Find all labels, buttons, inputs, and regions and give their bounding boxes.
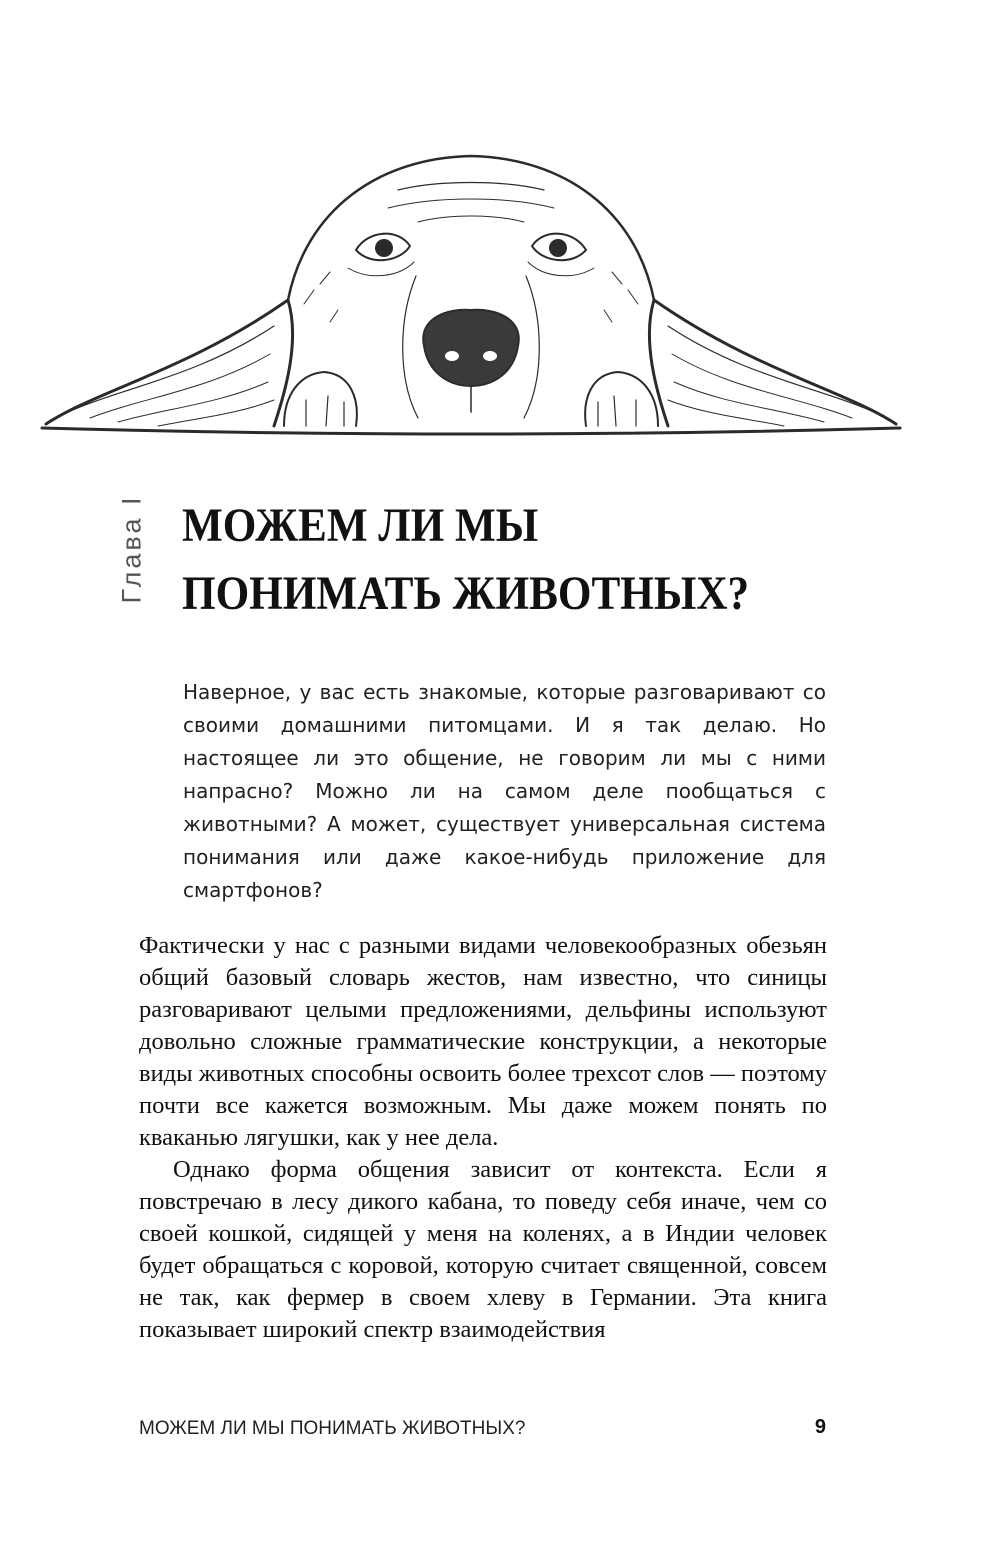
page-number: 9 (814, 1416, 826, 1438)
chapter-title (182, 492, 812, 628)
running-footer-title: МОЖЕМ ЛИ МЫ ПОНИМАТЬ ЖИВОТНЫХ? (139, 1418, 526, 1439)
chapter-label (112, 484, 152, 614)
basset-hound-illustration (38, 150, 904, 442)
chapter-title-line-1: МОЖЕМ ЛИ МЫ (182, 499, 539, 552)
intro-paragraph: Наверное, у вас есть знакомые, которые разговаривают со своими домашними питомцами. И я так делаю. Но настоящее ли это общение, не говорим ли мы с ними напрасно? Можно ли на самом деле пообщаться с животными? А может, существует универсальная система понимания или даже какое-нибудь приложение для смартфонов? (183, 680, 826, 902)
body-paragraph-2: Однако форма общения зависит от контекста. Если я повстречаю в лесу дикого кабана, то поведу себя иначе, чем со своей кошкой, сидящей у меня на коленях, а в Индии человек будет обращаться с коровой, которую считает священной, совсем не так, как фермер в своем хлеву в Германии. Эта книга показывает широкий спектр взаимодействия (139, 1156, 827, 1343)
chapter-label-text: Глава I (116, 494, 147, 604)
body-paragraph-1: Фактически у нас с разными видами человекообразных обезьян общий базовый словарь жестов, нам известно, что синицы разговаривают целыми предложениями, дельфины используют довольно сложные грамматические конструкции, а некоторые виды животных способны освоить более трехсот слов — поэтому почти все кажется возможным. Мы даже можем понять по кваканью лягушки, как у нее дела. (139, 932, 827, 1151)
chapter-title-line-2: ПОНИМАТЬ ЖИВОТНЫХ? (182, 567, 750, 620)
body-text (139, 930, 827, 1346)
